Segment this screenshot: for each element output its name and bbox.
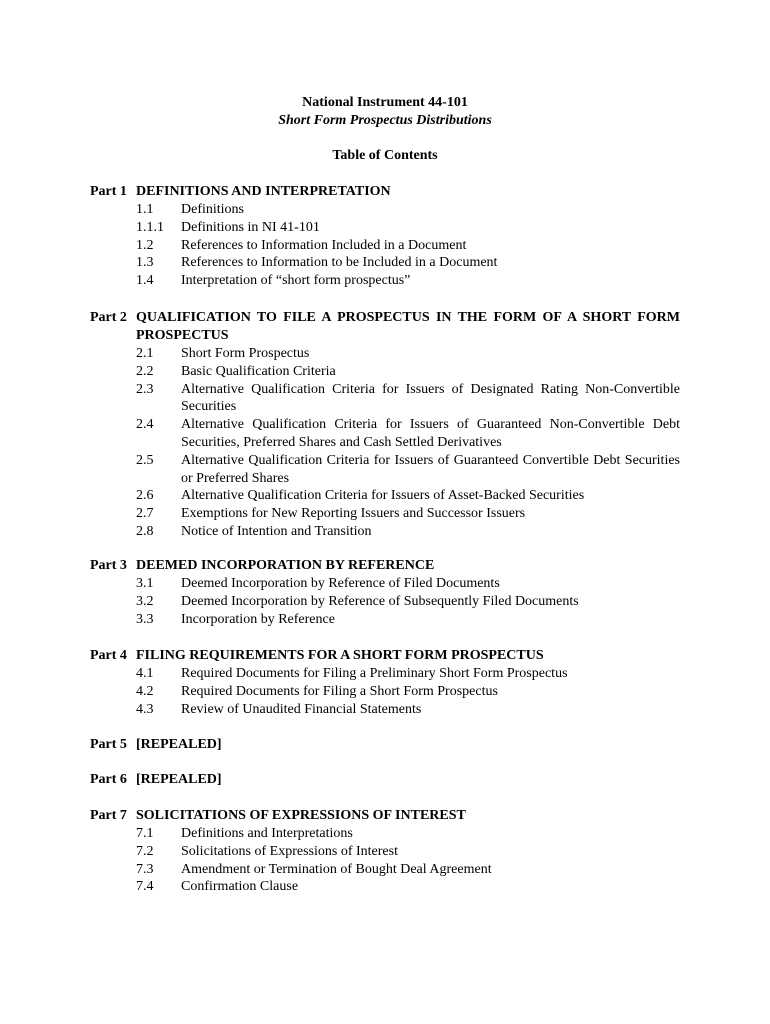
toc-entry [90, 593, 680, 611]
entry-number: 7.4 [136, 879, 154, 895]
entry-title: References to Information Included in a Document [181, 237, 467, 253]
entry-title: Alternative Qualification Criteria for Issuers of Guaranteed Convertible Debt Securities or Preferred Shares [181, 452, 680, 486]
part-title: DEEMED INCORPORATION BY REFERENCE [136, 558, 435, 573]
toc-heading: Table of Contents [332, 148, 438, 163]
toc-entry [90, 575, 680, 593]
entry-number: 7.3 [136, 861, 154, 877]
entry-title: Deemed Incorporation by Reference of Filed Documents [181, 576, 500, 591]
entry-number: 4.3 [136, 701, 154, 717]
toc-entry [90, 254, 680, 272]
entry-number: 2.6 [136, 488, 154, 504]
toc-entry [90, 683, 680, 701]
part-label: Part 5 [90, 737, 127, 752]
entry-number: 3.2 [136, 593, 154, 609]
document-title: National Instrument 44-101 [302, 95, 468, 110]
part-heading [90, 736, 680, 754]
entry-number: 1.1 [136, 202, 154, 217]
entry-title: Deemed Incorporation by Reference of Subsequently Filed Documents [181, 593, 579, 609]
part-heading [90, 771, 680, 789]
entry-title: Notice of Intention and Transition [181, 523, 372, 539]
toc-part-7 [90, 807, 680, 896]
toc-entry [90, 219, 680, 237]
entry-title: Required Documents for Filing a Preliminary Short Form Prospectus [181, 666, 568, 681]
entry-number: 7.1 [136, 826, 154, 841]
part-heading [90, 557, 680, 575]
part-label: Part 6 [90, 772, 127, 787]
toc-entry [90, 416, 680, 452]
toc-entry [90, 665, 680, 683]
entry-title: Interpretation of “short form prospectus” [181, 273, 411, 289]
entry-title: Confirmation Clause [181, 879, 299, 895]
part-heading [90, 309, 680, 345]
part-title: [REPEALED] [136, 772, 222, 787]
part-label: Part 3 [90, 558, 127, 573]
entry-title: Definitions and Interpretations [181, 826, 353, 841]
toc-entry [90, 825, 680, 843]
toc-part-1 [90, 183, 680, 290]
toc-part-6 [90, 771, 680, 789]
part-title: FILING REQUIREMENTS FOR A SHORT FORM PROSPECTUS [136, 648, 544, 663]
entry-number: 1.3 [136, 255, 154, 271]
toc-entry [90, 363, 680, 381]
entry-number: 1.4 [136, 273, 154, 289]
part-title: DEFINITIONS AND INTERPRETATION [136, 184, 391, 199]
part-label: Part 7 [90, 808, 127, 823]
entry-number: 2.2 [136, 363, 154, 379]
entry-title: Incorporation by Reference [181, 611, 335, 627]
entry-number: 2.7 [136, 506, 154, 522]
toc-part-5 [90, 736, 680, 754]
toc-part-4 [90, 647, 680, 718]
toc-entry [90, 381, 680, 417]
entry-number: 2.5 [136, 452, 154, 468]
document-subtitle: Short Form Prospectus Distributions [278, 113, 492, 128]
part-label: Part 1 [90, 184, 127, 199]
entry-title: Definitions in NI 41-101 [181, 219, 320, 235]
part-label: Part 4 [90, 648, 127, 663]
entry-title: Review of Unaudited Financial Statements [181, 701, 422, 717]
toc-entry [90, 452, 680, 488]
entry-number: 7.2 [136, 843, 154, 859]
part-heading [90, 183, 680, 201]
toc-entry [90, 201, 680, 219]
entry-number: 3.1 [136, 576, 154, 591]
entry-title: Amendment or Termination of Bought Deal Agreement [181, 861, 492, 877]
entry-title: Required Documents for Filing a Short Form Prospectus [181, 683, 498, 699]
toc-entry [90, 861, 680, 879]
entry-number: 2.4 [136, 417, 154, 433]
entry-number: 1.2 [136, 237, 154, 253]
document-header [0, 94, 770, 130]
entry-title: Exemptions for New Reporting Issuers and Successor Issuers [181, 506, 526, 522]
toc-part-3 [90, 557, 680, 628]
entry-title: References to Information to be Included in a Document [181, 255, 498, 271]
entry-title: Alternative Qualification Criteria for Issuers of Designated Rating Non-Convertible Securities [181, 381, 680, 415]
part-heading [90, 807, 680, 825]
toc-entry [90, 523, 680, 541]
toc-entry [90, 878, 680, 896]
entry-number: 2.1 [136, 346, 154, 361]
toc-entry [90, 272, 680, 290]
part-label: Part 2 [90, 310, 127, 325]
entry-number: 2.8 [136, 523, 154, 539]
part-title: [REPEALED] [136, 737, 222, 752]
toc-entry [90, 843, 680, 861]
part-title: SOLICITATIONS OF EXPRESSIONS OF INTEREST [136, 808, 466, 823]
toc-entry [90, 487, 680, 505]
toc-entry [90, 345, 680, 363]
toc-part-2 [90, 309, 680, 541]
part-title: QUALIFICATION TO FILE A PROSPECTUS IN THE FORM OF A SHORT FORM PROSPECTUS [136, 310, 680, 343]
entry-title: Alternative Qualification Criteria for Issuers of Guaranteed Non-Convertible Debt Securities, Preferred Shares and Cash Settled Derivatives [181, 417, 680, 450]
entry-number: 3.3 [136, 611, 154, 627]
entry-title: Solicitations of Expressions of Interest [181, 843, 398, 859]
entry-number: 1.1.1 [136, 219, 164, 235]
entry-number: 4.2 [136, 683, 154, 699]
entry-title: Definitions [181, 202, 244, 217]
entry-title: Alternative Qualification Criteria for Issuers of Asset-Backed Securities [181, 488, 585, 504]
part-heading [90, 647, 680, 665]
toc-entry [90, 505, 680, 523]
entry-number: 4.1 [136, 666, 154, 681]
toc-entry [90, 701, 680, 719]
entry-title: Basic Qualification Criteria [181, 363, 336, 379]
toc-entry [90, 237, 680, 255]
entry-title: Short Form Prospectus [181, 346, 310, 361]
entry-number: 2.3 [136, 381, 154, 397]
toc-entry [90, 611, 680, 629]
